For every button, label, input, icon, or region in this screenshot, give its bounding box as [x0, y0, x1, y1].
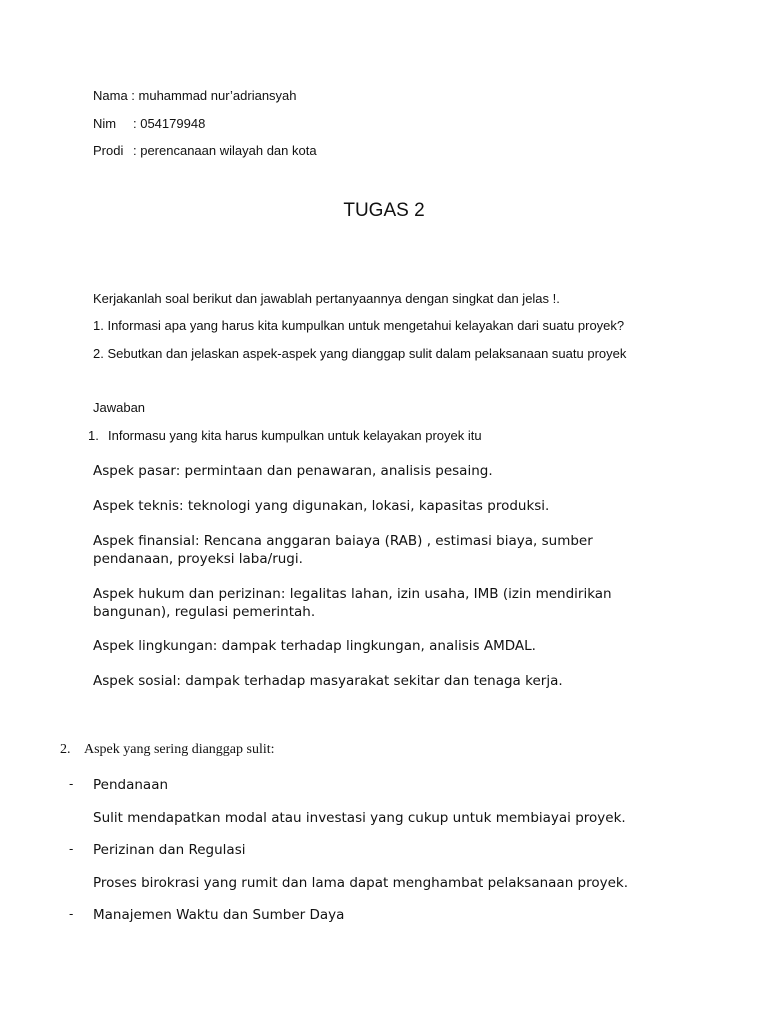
answer-1-title-line	[88, 428, 482, 444]
nim-value: : 054179948	[133, 116, 206, 131]
instruction-intro: Kerjakanlah soal berikut dan jawablah pertanyaannya dengan singkat dan jelas !.	[93, 291, 560, 306]
nim-label: Nim	[93, 116, 117, 131]
nim-line	[93, 116, 205, 132]
list-bullet: -	[69, 841, 74, 856]
page-title: TUGAS 2	[343, 200, 425, 221]
aspect-item: Aspek lingkungan: dampak terhadap lingkungan, analisis AMDAL.	[93, 638, 536, 654]
difficult-item-label: Perizinan dan Regulasi	[93, 842, 246, 858]
answer-1-number: 1.	[88, 428, 99, 443]
question-1: 1. Informasi apa yang harus kita kumpulkan untuk mengetahui kelayakan dari suatu proyek?	[93, 318, 625, 333]
aspect-item: Aspek hukum dan perizinan: legalitas lahan, izin usaha, IMB (izin mendirikan bangunan), regulasi pemerintah.	[93, 586, 612, 620]
aspect-item: Aspek teknis: teknologi yang digunakan, lokasi, kapasitas produksi.	[93, 498, 550, 514]
answer-2-title: Aspek yang sering dianggap sulit:	[84, 742, 275, 757]
aspect-item: Aspek finansial: Rencana anggaran baiaya (RAB) , estimasi biaya, sumber pendanaan, proyeksi laba/rugi.	[93, 533, 593, 567]
question-2: 2. Sebutkan dan jelaskan aspek-aspek yang dianggap sulit dalam pelaksanaan suatu proyek	[93, 346, 627, 361]
prodi-label: Prodi	[93, 143, 124, 158]
answers-heading: Jawaban	[93, 400, 146, 415]
list-bullet: -	[69, 906, 74, 921]
aspect-item: Aspek sosial: dampak terhadap masyarakat sekitar dan tenaga kerja.	[93, 673, 563, 689]
answer-2-number: 2.	[60, 742, 71, 757]
difficult-item-desc: Sulit mendapatkan modal atau investasi yang cukup untuk membiayai proyek.	[93, 810, 626, 826]
answer-2-title-line	[60, 742, 275, 758]
difficult-item-label: Pendanaan	[93, 777, 169, 793]
prodi-line	[93, 143, 317, 159]
answer-1-title: Informasu yang kita harus kumpulkan untuk kelayakan proyek itu	[108, 428, 482, 443]
prodi-value: : perencanaan wilayah dan kota	[133, 143, 317, 158]
list-bullet: -	[69, 776, 74, 791]
difficult-item-desc: Proses birokrasi yang rumit dan lama dapat menghambat pelaksanaan proyek.	[93, 875, 629, 891]
name-line: Nama : muhammad nur’adriansyah	[93, 88, 297, 103]
aspect-item: Aspek pasar: permintaan dan penawaran, analisis pesaing.	[93, 463, 493, 479]
difficult-item-label: Manajemen Waktu dan Sumber Daya	[93, 907, 345, 923]
